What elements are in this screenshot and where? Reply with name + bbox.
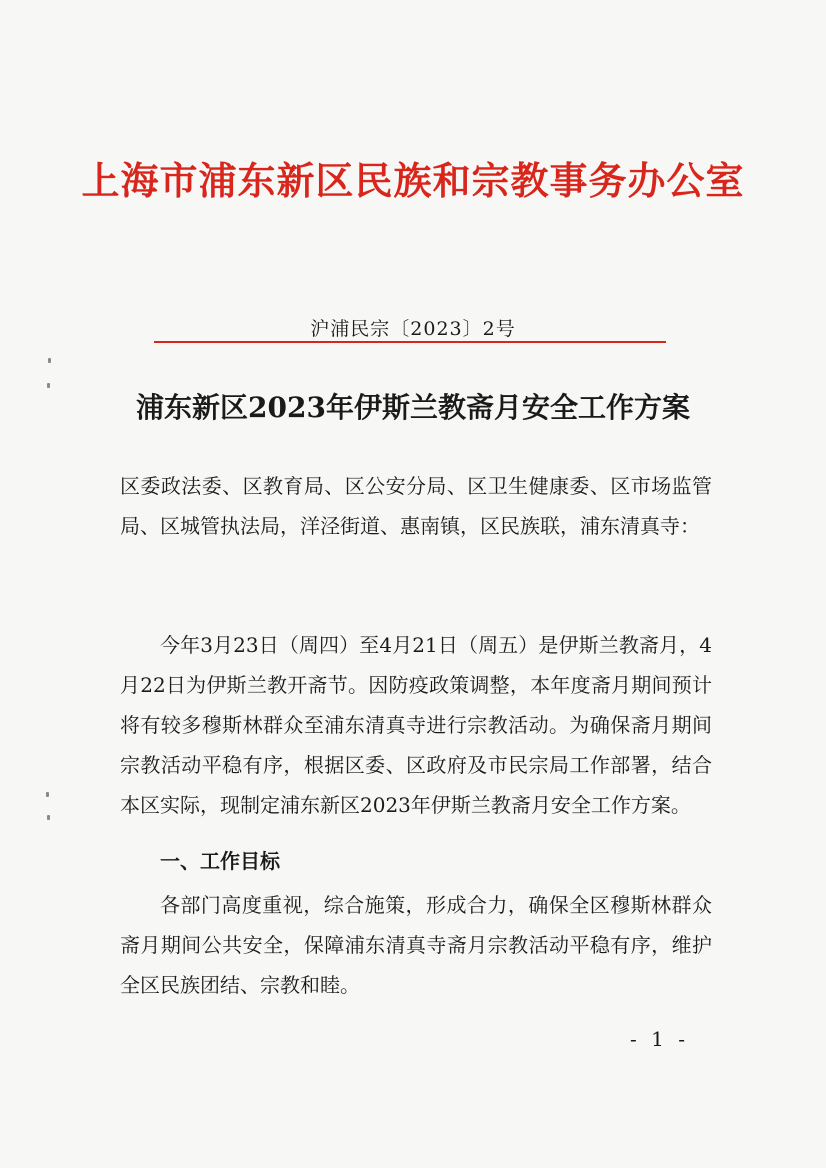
addressee-paragraph: 区委政法委、区教育局、区公安分局、区卫生健康委、区市场监管局、区城管执法局，洋泾街道、惠南镇，区民族联，浦东清真寺： [120,474,712,538]
intro-paragraph: 今年3月23日（周四）至4月21日（周五）是伊斯兰教斋月，4月22日为伊斯兰教开斋节。因防疫政策调整，本年度斋月期间预计将有较多穆斯林群众至浦东清真寺进行宗教活动。为确保斋月期间宗教活动平稳有序，根据区委、区政府及市民宗局工作部署，结合本区实际，现制定浦东新区2023年伊斯兰教斋月安全工作方案。 [120,633,712,817]
scan-speck [47,815,50,820]
scan-speck [46,792,49,797]
scan-speck [48,358,51,363]
section-paragraph-goals: 各部门高度重视，综合施策，形成合力，确保全区穆斯林群众斋月期间公共安全，保障浦东清真寺斋月宗教活动平稳有序，维护全区民族团结、宗教和睦。 [120,893,712,997]
document-number: 沪浦民宗〔2023〕2号 [310,318,516,340]
issuing-organization-header: 上海市浦东新区民族和宗教事务办公室 [81,158,745,203]
section-heading-goals: 一、工作目标 [160,849,280,873]
red-divider-line [154,341,666,343]
document-title: 浦东新区2023年伊斯兰教斋月安全工作方案 [136,391,690,424]
scan-speck [47,383,50,388]
page-number: - 1 - [630,1027,689,1051]
